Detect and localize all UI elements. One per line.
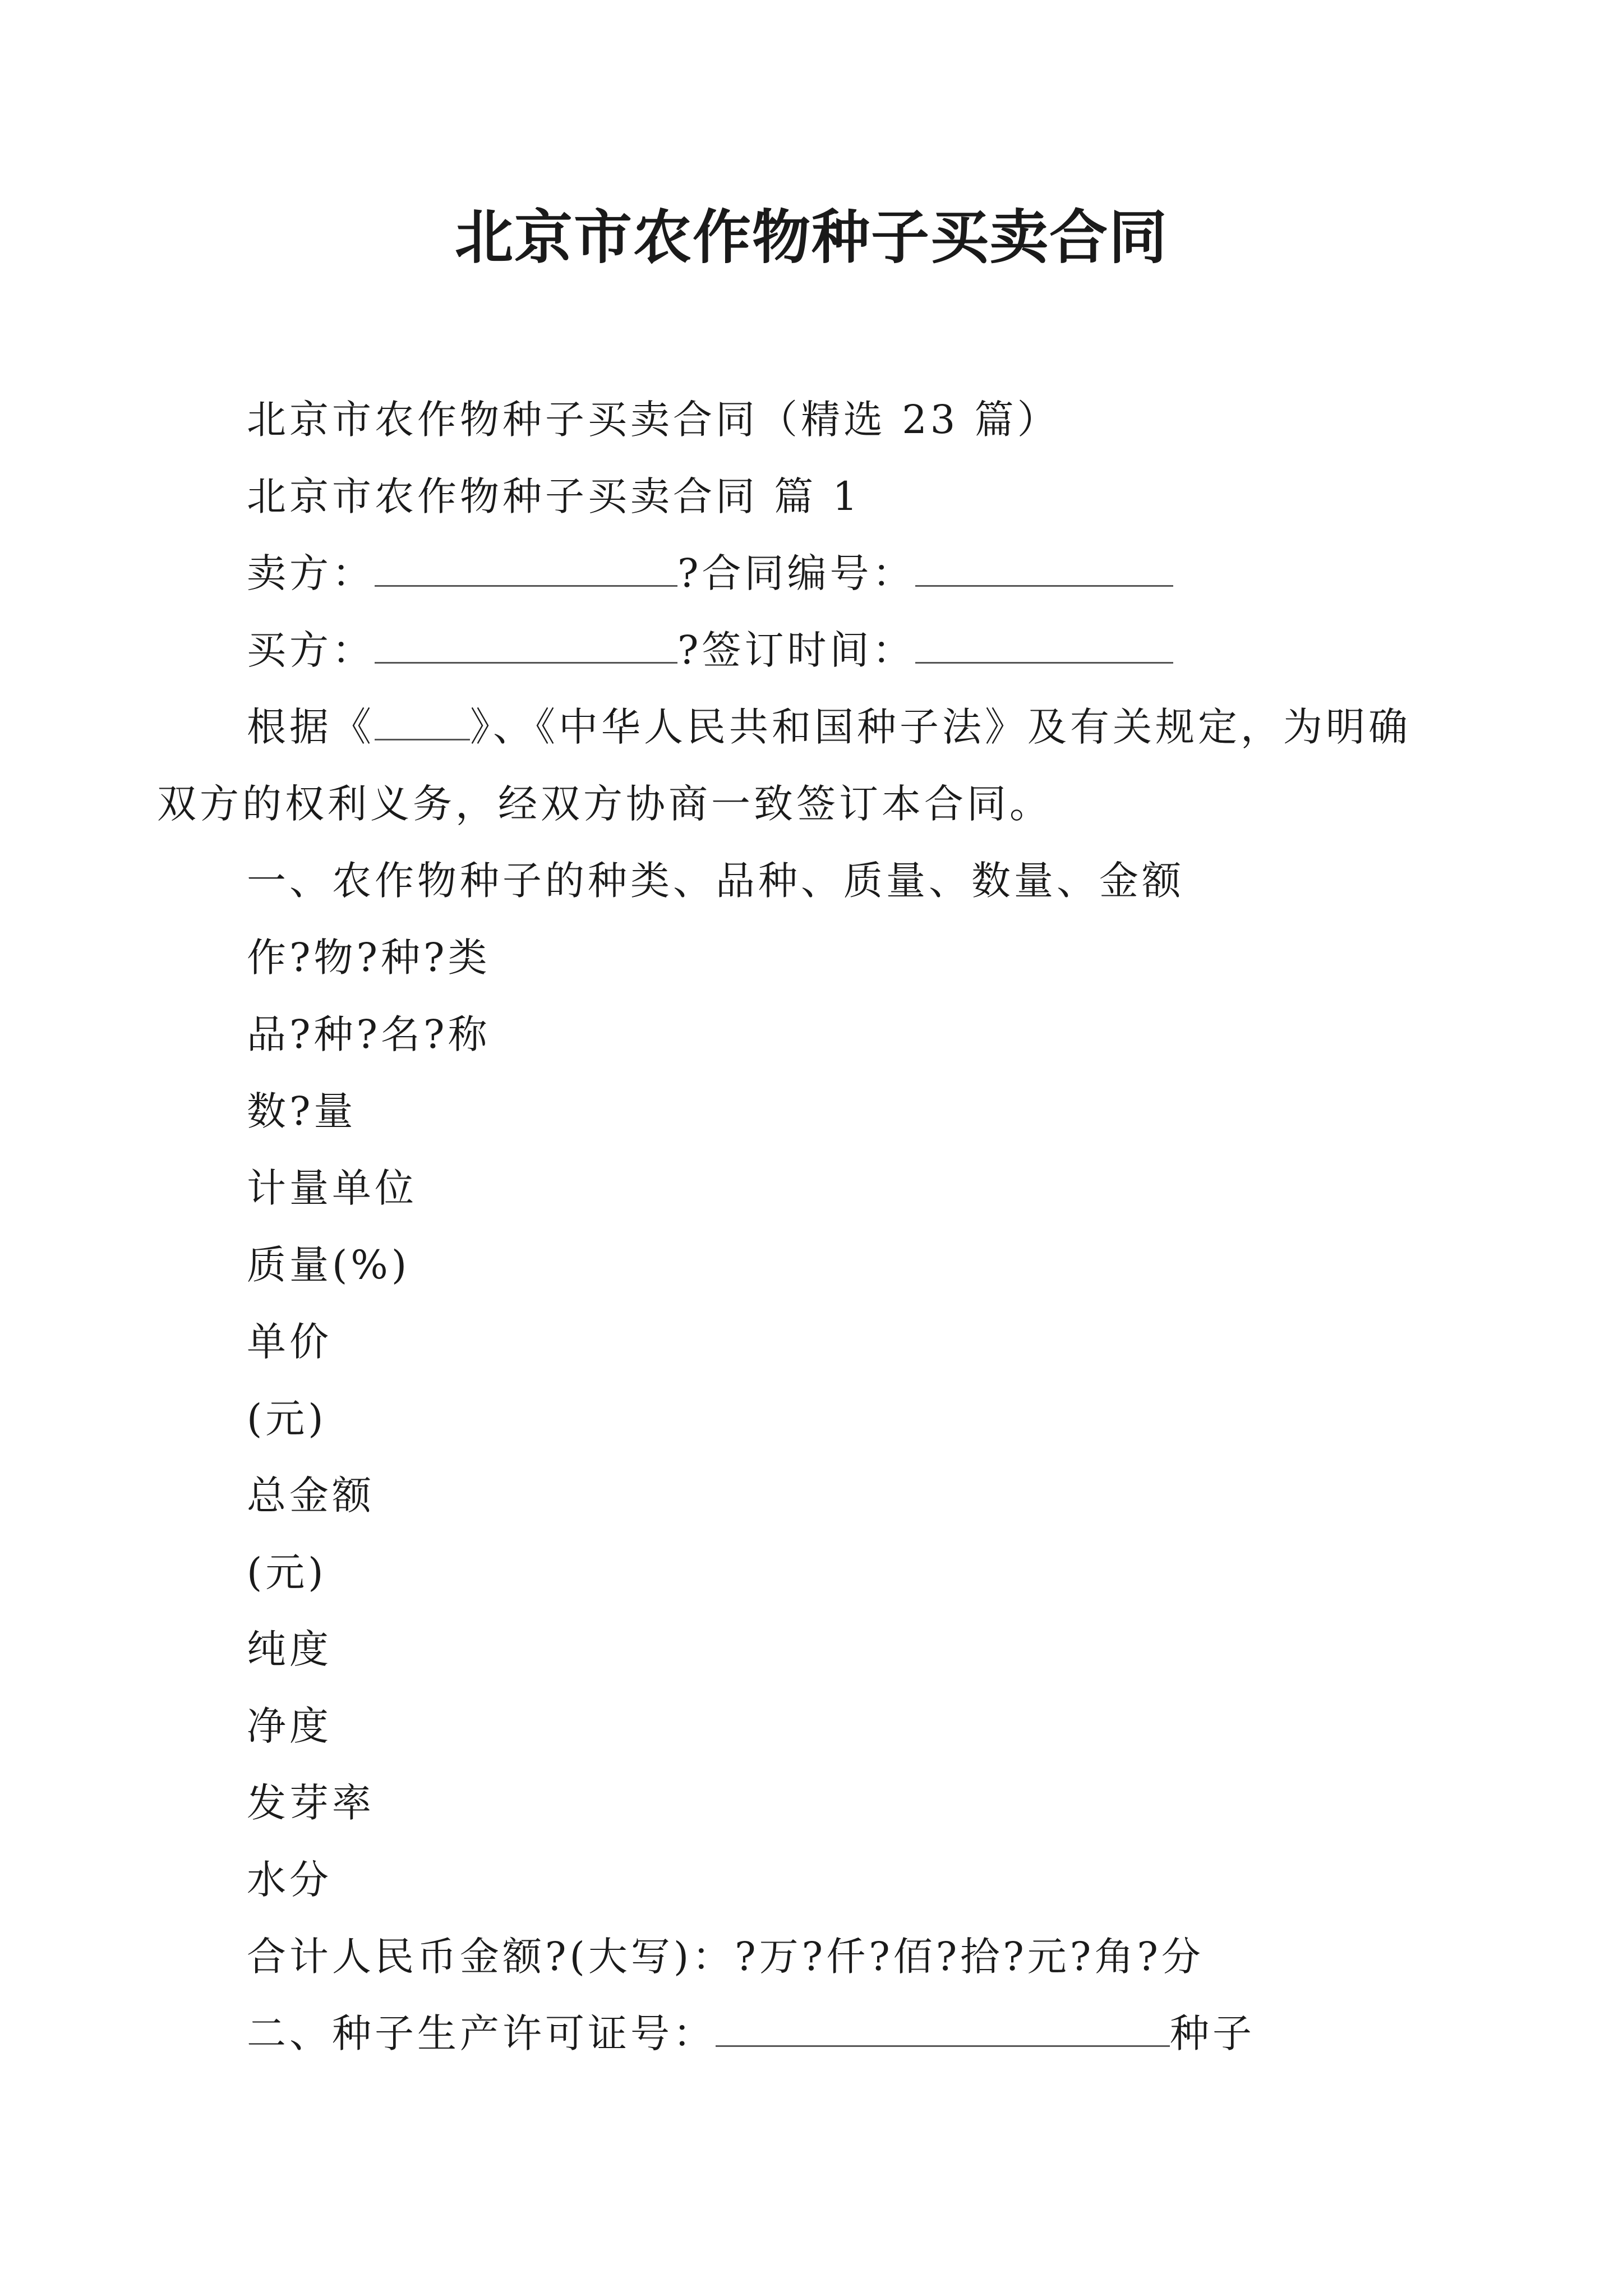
field-item: (元) (247, 1396, 327, 1442)
seller-label: 卖方： (247, 550, 375, 596)
field-item: 计量单位 (247, 1165, 417, 1211)
license-number-blank (716, 2012, 1170, 2047)
field-item: 作?物?种?类 (247, 935, 491, 981)
signing-date-label: ?签订时间： (677, 627, 915, 673)
field-item: 水分 (247, 1857, 332, 1903)
basis-part1: 根据《 (247, 704, 375, 750)
clause-two-label: 二、种子生产许可证号： (247, 2010, 716, 2056)
buyer-blank (375, 628, 677, 664)
document-body (157, 381, 1424, 2072)
field-item: 总金额 (247, 1473, 375, 1519)
document-subtitle: 北京市农作物种子买卖合同（精选 23 篇） (247, 397, 1060, 443)
field-item: 品?种?名?称 (247, 1011, 491, 1057)
field-item: 发芽率 (247, 1780, 375, 1826)
field-item: 纯度 (247, 1626, 332, 1672)
field-item: 净度 (247, 1703, 332, 1749)
basis-part2: 》、《中华人民共和国种子法》及有关规定，为明确双方的权利义务，经双方协商一致签订本合同。 (157, 704, 1411, 827)
basis-paragraph (157, 689, 1424, 843)
field-item: (元) (247, 1549, 327, 1595)
clause-two-row (247, 1995, 1424, 2072)
field-item: 单价 (247, 1319, 332, 1365)
total-amount: 合计人民币金额?(大写)：?万?仟?佰?拾?元?角?分 (247, 1934, 1204, 1980)
clause-one-heading: 一、农作物种子的种类、品种、质量、数量、金额 (247, 858, 1184, 904)
seller-blank (375, 551, 677, 587)
contract-number-label: ?合同编号： (677, 550, 915, 596)
field-item: 质量(%) (247, 1242, 411, 1288)
contract-number-blank (915, 551, 1173, 587)
buyer-row (247, 612, 1424, 689)
document-title: 北京市农作物种子买卖合同 (454, 203, 1168, 272)
clause-two-after: 种子 (1170, 2010, 1255, 2056)
buyer-label: 买方： (247, 627, 375, 673)
field-item: 数?量 (247, 1088, 357, 1134)
section-heading: 北京市农作物种子买卖合同 篇 1 (247, 473, 861, 519)
basis-blank (375, 705, 470, 740)
signing-date-blank (915, 628, 1173, 664)
seller-row (247, 535, 1424, 612)
